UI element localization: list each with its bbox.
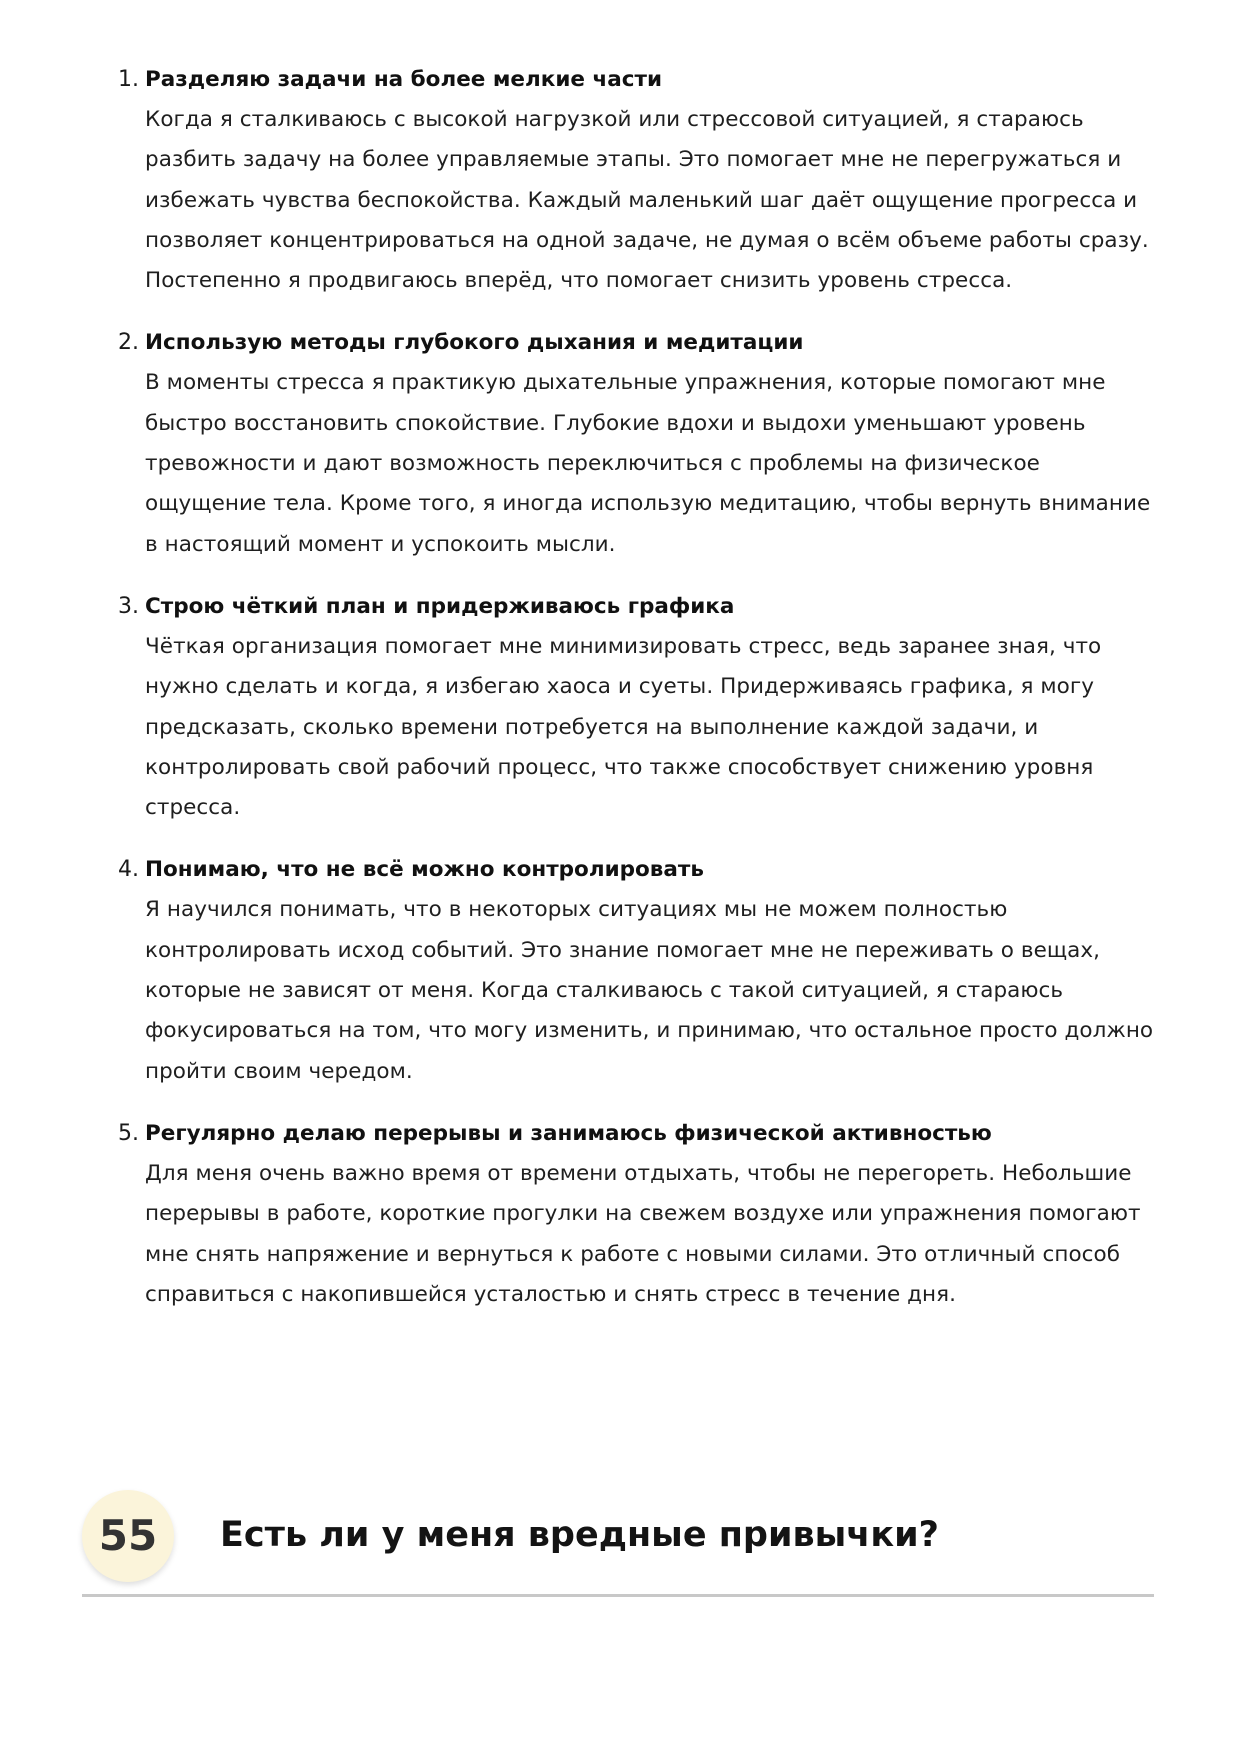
list-item <box>118 850 1165 1091</box>
item-title: Разделяю задачи на более мелкие части <box>145 67 663 92</box>
item-title: Строю чёткий план и придерживаюсь графика <box>145 593 735 619</box>
item-body-line: Чёткая организация помогает мне минимизировать стресс, ведь заранее зная, что <box>145 633 1102 659</box>
item-body-line: позволяет концентрироваться на одной задаче, не думая о всём объеме работы сразу. <box>145 227 1149 253</box>
section-number: 55 <box>98 1511 158 1560</box>
item-body-line: Я научился понимать, что в некоторых ситуациях мы не можем полностью <box>145 897 1008 923</box>
item-number: 5. <box>118 1120 139 1146</box>
item-body-line: в настоящий момент и успокоить мысли. <box>145 531 616 557</box>
item-title: Понимаю, что не всё можно контролировать <box>145 857 704 883</box>
strategy-list <box>118 60 1165 1337</box>
item-body-line: быстро восстановить спокойствие. Глубокие вдохи и выдохи уменьшают уровень <box>145 410 1086 436</box>
item-body-line: избежать чувства беспокойства. Каждый маленький шаг даёт ощущение прогресса и <box>145 187 1138 213</box>
item-body-line: разбить задачу на более управляемые этапы. Это помогает мне не перегружаться и <box>145 147 1122 173</box>
list-item <box>118 60 1165 301</box>
item-body-line: предсказать, сколько времени потребуется на выполнение каждой задачи, и <box>145 714 1039 740</box>
item-body-line: справиться с накопившейся усталостью и снять стресс в течение дня. <box>145 1281 957 1307</box>
item-body-line: контролировать исход событий. Это знание помогает мне не переживать о вещах, <box>145 937 1101 963</box>
item-body-line: Постепенно я продвигаюсь вперёд, что помогает снизить уровень стресса. <box>145 268 1013 294</box>
item-body-line: тревожности и дают возможность переключиться с проблемы на физическое <box>145 451 1040 477</box>
item-body-line: стресса. <box>145 795 241 821</box>
item-title: Использую методы глубокого дыхания и медитации <box>145 330 804 356</box>
section-divider <box>82 1594 1154 1597</box>
item-number: 2. <box>118 330 139 356</box>
item-body-line: Для меня очень важно время от времени отдыхать, чтобы не перегореть. Небольшие <box>145 1160 1132 1186</box>
item-body <box>145 627 1165 828</box>
item-body-line: Когда я сталкиваюсь с высокой нагрузкой или стрессовой ситуацией, я стараюсь <box>145 107 1084 132</box>
item-body <box>145 890 1165 1091</box>
item-body-line: фокусироваться на том, что могу изменить, и принимаю, что остальное просто должно <box>145 1018 1154 1044</box>
item-body-line: мне снять напряжение и вернуться к работе с новыми силами. Это отличный способ <box>145 1241 1121 1267</box>
list-item <box>118 587 1165 828</box>
item-body <box>145 100 1165 301</box>
section-header <box>82 1490 1154 1598</box>
item-body-line: В моменты стресса я практикую дыхательные упражнения, которые помогают мне <box>145 370 1106 396</box>
item-body <box>145 1154 1165 1315</box>
item-title: Регулярно делаю перерывы и занимаюсь физической активностью <box>145 1120 992 1146</box>
section-title: Есть ли у меня вредные привычки? <box>220 1515 939 1555</box>
list-item <box>118 323 1165 564</box>
item-body-line: нужно сделать и когда, я избегаю хаоса и суеты. Придерживаясь графика, я могу <box>145 674 1094 700</box>
item-body-line: контролировать свой рабочий процесс, что также способствует снижению уровня <box>145 754 1094 780</box>
list-item <box>118 1114 1165 1315</box>
item-body-line: пройти своим чередом. <box>145 1058 413 1084</box>
item-body <box>145 363 1165 564</box>
item-body-line: ощущение тела. Кроме того, я иногда использую медитацию, чтобы вернуть внимание <box>145 491 1151 517</box>
item-number: 4. <box>118 857 139 883</box>
section-number-badge <box>82 1490 174 1582</box>
item-number: 3. <box>118 593 139 619</box>
item-number: 1. <box>118 67 139 92</box>
item-body-line: которые не зависят от меня. Когда сталкиваюсь с такой ситуацией, я стараюсь <box>145 978 1064 1004</box>
item-body-line: перерывы в работе, короткие прогулки на свежем воздухе или упражнения помогают <box>145 1201 1141 1227</box>
